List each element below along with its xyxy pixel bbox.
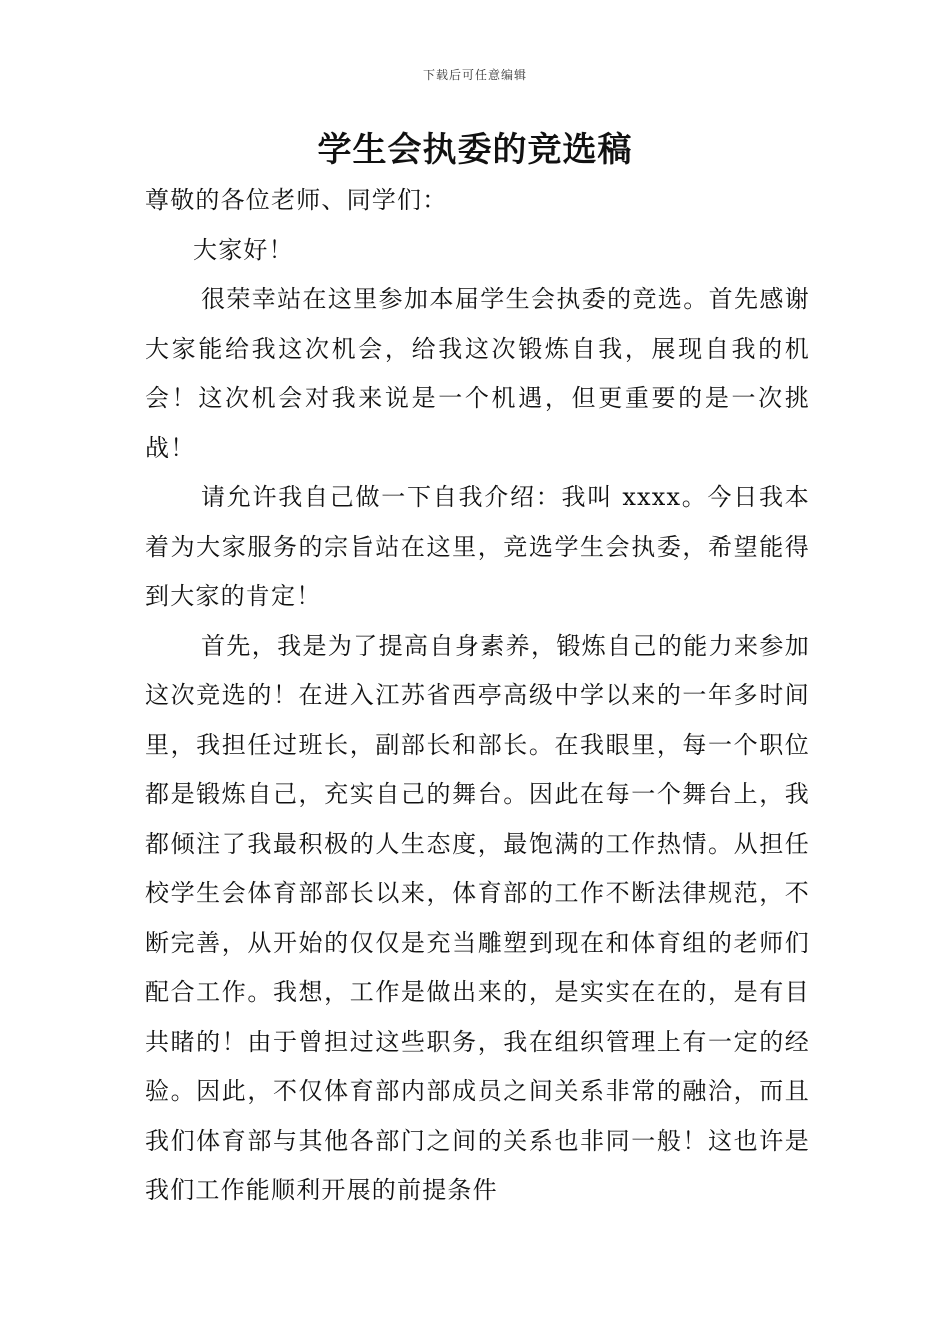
paragraph-self-introduction: 请允许我自己做一下自我介绍：我叫 xxxx。今日我本着为大家服务的宗旨站在这里，竞选学生会执委，希望能得到大家的肯定！ (145, 483, 810, 610)
salutation: 尊敬的各位老师、同学们： (145, 186, 448, 214)
paragraph-experience: 首先，我是为了提高自身素养，锻炼自己的能力来参加这次竞选的！在进入江苏省西亭高级中学以来的一年多时间里，我担任过班长，副部长和部长。在我眼里，每一个职位都是锻炼自己，充实自己的舞台。因此在每一个舞台上，我都倾注了我最积极的人生态度，最饱满的工作热情。从担任校学生会体育部部长以来，体育部的工作不断法律规范，不断完善，从开始的仅仅是充当雕塑到现在和体育组的老师们配合工作。我想，工作是做出来的，是实实在在的，是有目共睹的！由于曾担过这些职务，我在组织管理上有一定的经验。因此，不仅体育部内部成员之间关系非常的融洽，而且我们体育部与其他各部门之间的关系也非同一般！这也许是我们工作能顺利开展的前提条件 (145, 631, 810, 1204)
document-title: 学生会执委的竞选稿 (317, 130, 633, 170)
paragraph-intro: 很荣幸站在这里参加本届学生会执委的竞选。首先感谢大家能给我这次机会，给我这次锻炼自我，展现自我的机会！这次机会对我来说是一个机遇，但更重要的是一次挑战！ (145, 285, 810, 462)
document-body (145, 176, 810, 1216)
header-note: 下载后可任意编辑 (422, 68, 527, 82)
greeting: 大家好！ (193, 235, 294, 264)
